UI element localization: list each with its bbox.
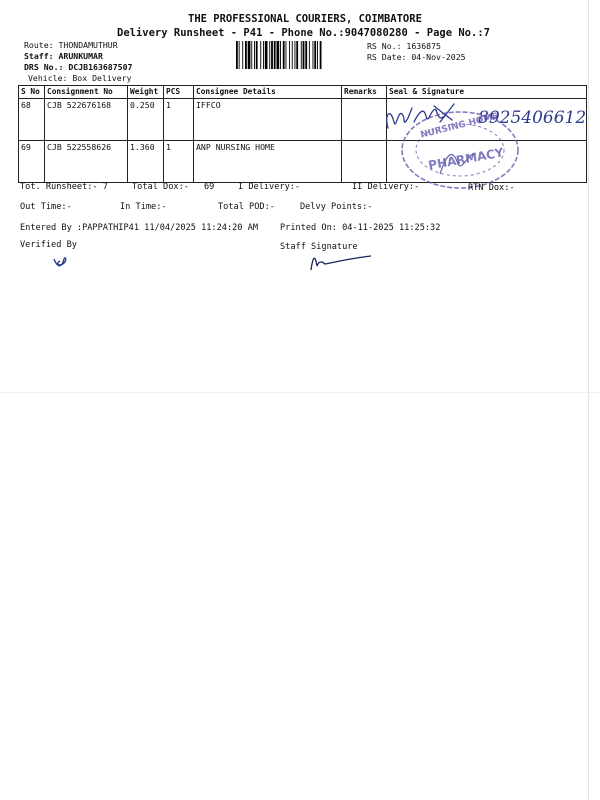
total-dox-value: 69 — [204, 182, 215, 192]
printed-on: Printed On: 04-11-2025 11:25:32 — [280, 223, 441, 233]
barcode-bar — [269, 41, 270, 69]
barcode-bar — [295, 41, 296, 69]
barcode-bar — [271, 41, 273, 69]
col-consignment: Consignment No — [45, 86, 128, 99]
barcode-bar — [277, 41, 280, 69]
cell-consignment: CJB 522676168 — [45, 99, 128, 141]
cell-weight: 1.360 — [128, 141, 164, 183]
staff-signature-label: Staff Signature — [280, 242, 358, 252]
barcode-bar — [274, 41, 276, 69]
company-title: THE PROFESSIONAL COURIERS, COIMBATORE — [188, 13, 422, 25]
staff-signature-scribble — [305, 252, 375, 272]
barcode — [236, 41, 362, 69]
barcode-bar — [314, 41, 316, 69]
barcode-bar — [320, 41, 322, 69]
cell-consignee: IFFCO — [194, 99, 342, 141]
barcode-bar — [289, 41, 290, 69]
stamp-text: PHARMACY — [427, 145, 505, 173]
cell-consignee: ANP NURSING HOME — [194, 141, 342, 183]
col-pcs: PCS — [164, 86, 194, 99]
cell-pcs: 1 — [164, 99, 194, 141]
handwritten-phone: 8925406612 — [478, 108, 587, 128]
barcode-bar — [236, 41, 238, 69]
barcode-bar — [317, 41, 318, 69]
cell-sno: 69 — [19, 141, 45, 183]
pharmacy-stamp — [402, 112, 518, 188]
stamp-ring-text: NURSING HOME — [419, 111, 500, 141]
col-seal-signature: Seal & Signature — [387, 86, 587, 99]
barcode-bar — [239, 41, 240, 69]
col-sno: S No — [19, 86, 45, 99]
cell-weight: 0.250 — [128, 99, 164, 141]
i-delivery: I Delivery:- — [238, 182, 301, 192]
delvy-points: Delvy Points:- — [300, 202, 373, 212]
barcode-bar — [309, 41, 310, 69]
rs-date: RS Date: 04-Nov-2025 — [367, 52, 466, 62]
scan-line — [588, 0, 589, 800]
barcode-bar — [305, 41, 307, 69]
cell-pcs: 1 — [164, 141, 194, 183]
col-remarks: Remarks — [342, 86, 387, 99]
barcode-bar — [256, 41, 258, 69]
barcode-bar — [296, 41, 298, 69]
col-consignee: Consignee Details — [194, 86, 342, 99]
barcode-bar — [265, 41, 268, 69]
barcode-bar — [248, 41, 251, 69]
barcode-bar — [286, 41, 287, 69]
barcode-bar — [292, 41, 293, 69]
barcode-bar — [242, 41, 243, 69]
barcode-bar — [280, 41, 281, 69]
runsheet-subtitle: Delivery Runsheet - P41 - Phone No.:9047080280 - Page No.:7 — [117, 27, 490, 39]
barcode-bar — [251, 41, 252, 69]
cell-consignment: CJB 522558626 — [45, 141, 128, 183]
staff-label: Staff: ARUNKUMAR — [24, 51, 103, 61]
barcode-bar — [283, 41, 285, 69]
verified-by-label: Verified By — [20, 240, 77, 250]
barcode-bar — [263, 41, 264, 69]
total-pod: Total POD:- — [218, 202, 275, 212]
barcode-bar — [260, 41, 261, 69]
col-weight: Weight — [128, 86, 164, 99]
cell-sno: 68 — [19, 99, 45, 141]
drs-number: DRS No.: DCJB163687507 — [24, 62, 133, 72]
barcode-bar — [301, 41, 302, 69]
ii-delivery: II Delivery:- — [352, 182, 420, 192]
total-dox-label: Total Dox:- — [132, 182, 189, 192]
verified-initial — [50, 253, 76, 271]
out-time: Out Time:- — [20, 202, 72, 212]
entered-by: Entered By :PAPPATHIP41 11/04/2025 11:24:20 AM — [20, 223, 258, 233]
in-time: In Time:- — [120, 202, 167, 212]
rs-number: RS No.: 1636875 — [367, 41, 441, 51]
scan-fold — [0, 392, 600, 393]
barcode-bar — [254, 41, 255, 69]
rtn-dox: RTN Dox:- — [468, 183, 515, 193]
tot-runsheet: Tot. Runsheet:- 7 — [20, 182, 108, 192]
barcode-bar — [303, 41, 305, 69]
barcode-bar — [245, 41, 247, 69]
barcode-bar — [313, 41, 314, 69]
route-label: Route: THONDAMUTHUR — [24, 40, 118, 50]
seal-signature-overlay — [380, 96, 590, 216]
vehicle-label: Vehicle: Box Delivery — [28, 73, 132, 83]
